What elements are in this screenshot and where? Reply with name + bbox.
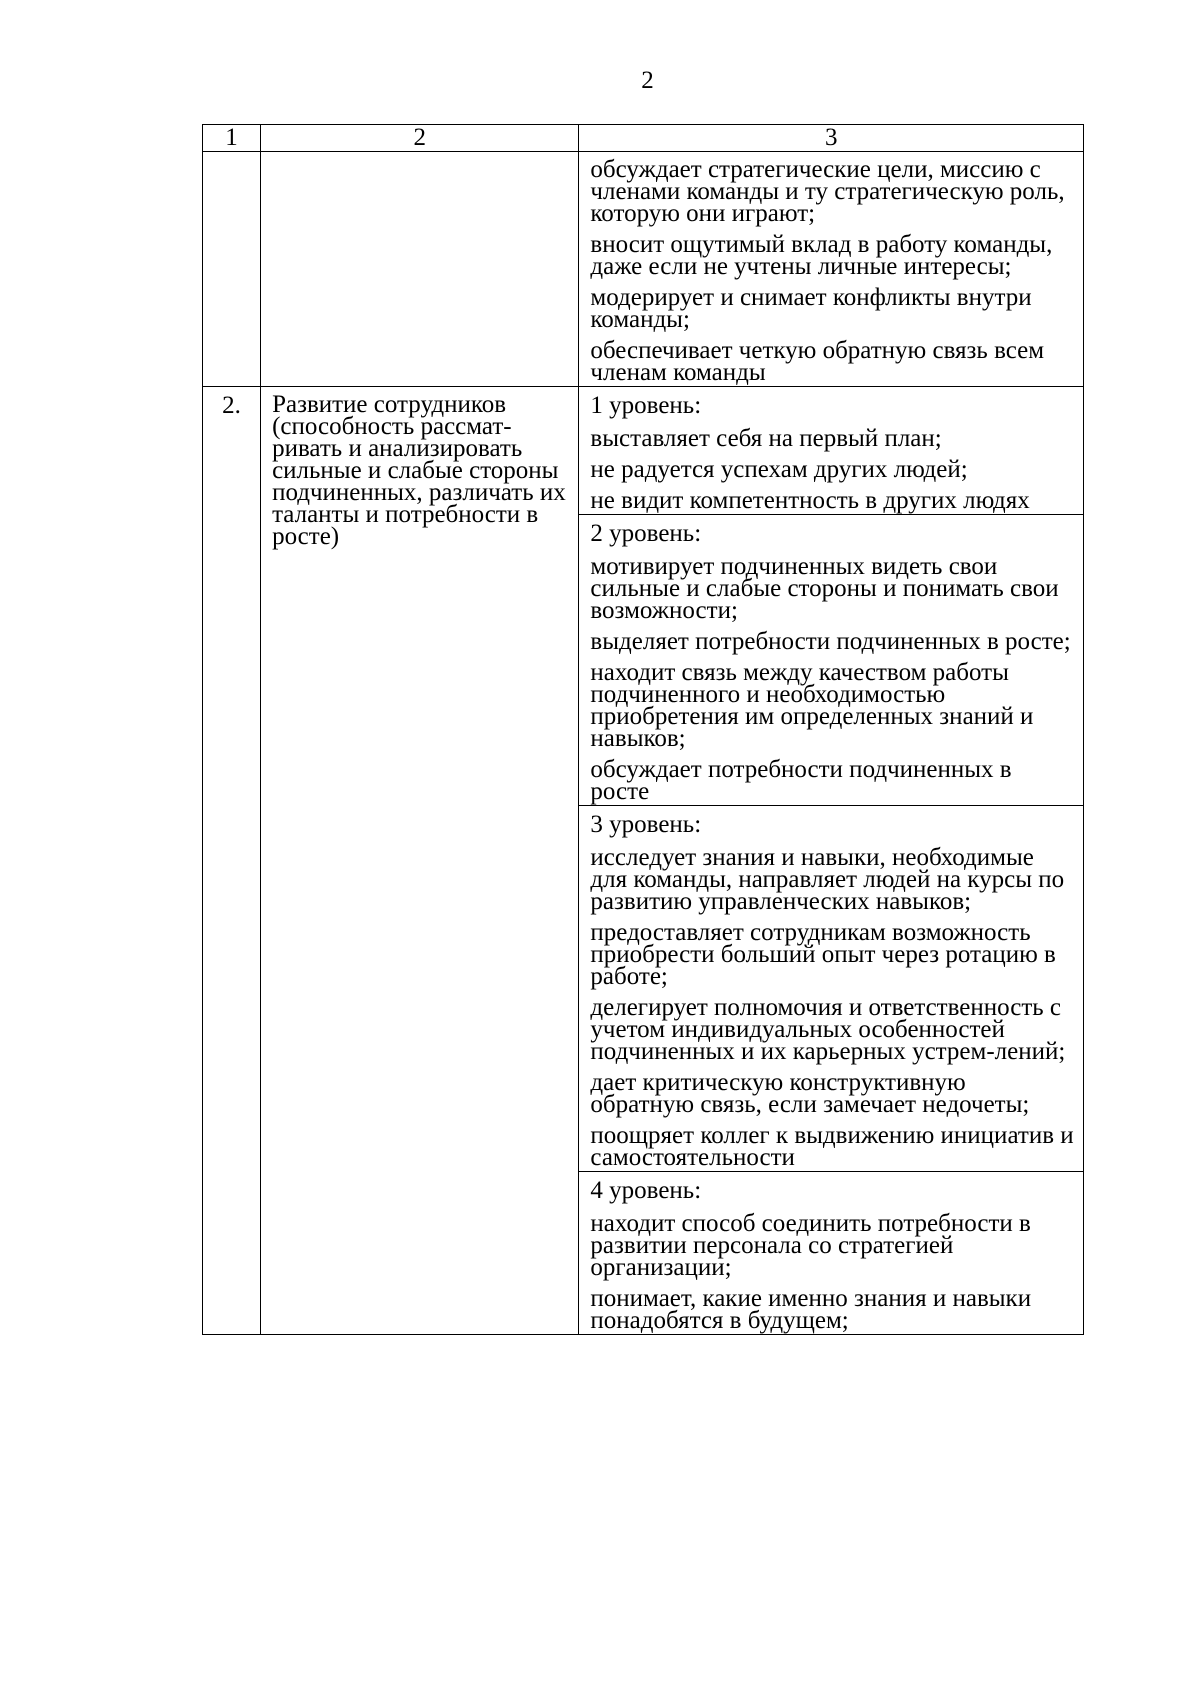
table-row-2 [203, 387, 1084, 1335]
list-item: не радуется успехам других людей; [590, 456, 968, 483]
list-item: понимает, какие именно знания и навыки понадобятся в будущем; [590, 1285, 1032, 1334]
level-title: 4 уровень: [590, 1177, 702, 1204]
list-item: обеспечивает четкую обратную связь всем членам команды [590, 337, 1045, 386]
list-item: находит способ соединить потребности в развитии персонала со стратегией организации; [590, 1210, 1031, 1281]
list-item: выставляет себя на первый план; [590, 425, 942, 452]
list-item: поощряет коллег к выдвижению инициатив и самостоятельности [590, 1122, 1074, 1171]
list-item: обсуждает потребности подчиненных в росте [590, 756, 1012, 805]
list-item: мотивирует подчиненных видеть свои сильные и слабые стороны и понимать свои возможности; [590, 553, 1059, 624]
competency-name-cell: Развитие сотрудников (способность рассмат-ривать и анализировать сильные и слабые стороны подчиненных, различать их таланты и потребности в росте) [261, 387, 579, 1335]
list-item: модерирует и снимает конфликты внутри команды; [590, 284, 1032, 333]
table-header-row [203, 125, 1084, 152]
list-item: находит связь между качеством работы подчиненного и необходимостью приобретения им определенных знаний и навыков; [590, 659, 1034, 752]
header-col-2: 2 [261, 125, 579, 152]
header-col-1: 1 [203, 125, 261, 152]
list-item: дает критическую конструктивную обратную связь, если замечает недочеты; [590, 1069, 1030, 1118]
table-row-continuation [203, 152, 1084, 387]
continuation-name-cell [261, 152, 579, 387]
level-block-1 [579, 393, 1083, 514]
competency-table [202, 124, 1084, 1335]
continuation-number-cell [203, 152, 261, 387]
level-title: 3 уровень: [590, 811, 702, 838]
list-item: выделяет потребности подчиненных в росте; [590, 628, 1071, 655]
level-block-4 [579, 1171, 1083, 1334]
list-item: обсуждает стратегические цели, миссию с членами команды и ту стратегическую роль, которую они играют; [590, 156, 1065, 227]
row-number-cell: 2. [203, 387, 261, 1335]
continuation-description-cell [579, 152, 1084, 387]
list-item: исследует знания и навыки, необходимые для команды, направляет людей на курсы по развитию управленческих навыков; [590, 844, 1065, 915]
list-item: не видит компетентность в других людях [590, 487, 1030, 514]
level-block-2 [579, 514, 1083, 805]
header-col-3: 3 [579, 125, 1084, 152]
levels-cell [579, 387, 1084, 1335]
list-item: делегирует полномочия и ответственность с учетом индивидуальных особенностей подчиненных и их карьерных устрем-лений; [590, 994, 1066, 1065]
list-item: предоставляет сотрудникам возможность приобрести больший опыт через ротацию в работе; [590, 919, 1056, 990]
page-number: 2 [641, 67, 654, 94]
level-title: 1 уровень: [590, 392, 702, 419]
level-block-3 [579, 805, 1083, 1171]
list-item: вносит ощутимый вклад в работу команды, даже если не учтены личные интересы; [590, 231, 1053, 280]
level-title: 2 уровень: [590, 520, 702, 547]
